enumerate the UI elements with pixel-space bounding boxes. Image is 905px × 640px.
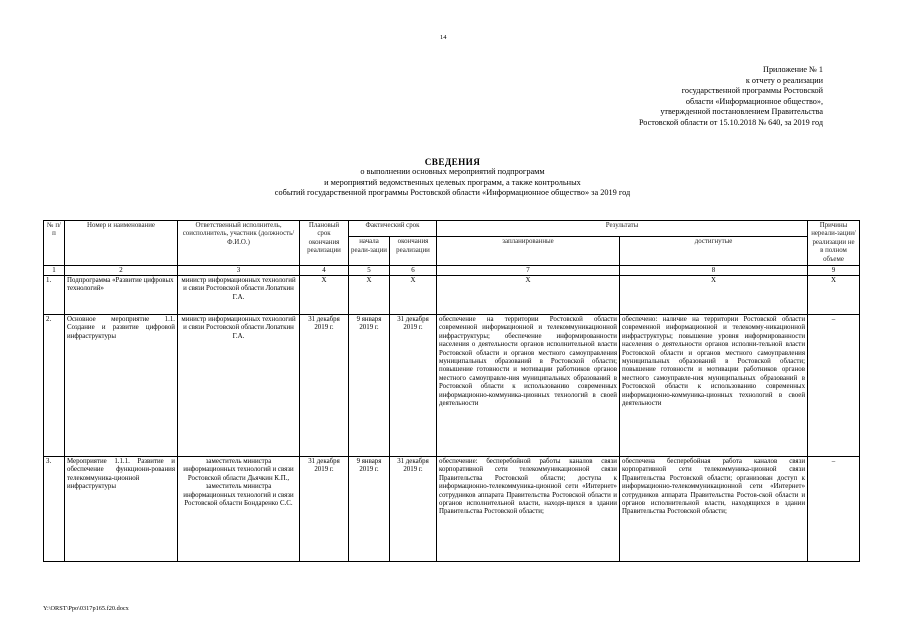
col-number: 8 <box>620 266 808 276</box>
header-responsible: Ответственный исполнитель, соисполнитель, участник (должность/Ф.И.О.) <box>178 221 300 266</box>
header-planned: запланированные <box>437 237 620 266</box>
row-plan-deadline: 31 декабря 2019 г. <box>300 315 349 457</box>
title-line: и мероприятий ведомственных целевых программ, а также контрольных <box>324 177 581 187</box>
col-number: 3 <box>178 266 300 276</box>
row-planned: X <box>437 276 620 315</box>
row-actual-end: 31 декабря 2019 г. <box>390 315 437 457</box>
appendix-line: Ростовской области от 15.10.2018 № 640, за 2019 год <box>638 117 823 127</box>
header-plan-deadline: Плановый срок окончания реализации <box>300 221 349 266</box>
header-actual-term: Фактический срок <box>349 221 437 237</box>
row-num: 3. <box>44 457 65 562</box>
row-achieved: X <box>620 276 808 315</box>
row-name: Мероприятие 1.1.1. Развитие и обеспечение функциони-рования телекоммуника-ционной инфраструктуры <box>65 457 178 562</box>
header-row <box>44 221 860 237</box>
table-row <box>44 276 860 315</box>
row-num: 2. <box>44 315 65 457</box>
appendix-line: области «Информационное общество», <box>685 96 823 106</box>
row-name: Основное мероприятие 1.1. Создание и развитие цифровой инфраструктуры <box>65 315 178 457</box>
appendix-line: государственной программы Ростовской <box>681 86 823 96</box>
row-actual-start: X <box>349 276 390 315</box>
appendix-block <box>503 65 823 129</box>
col-number: 1 <box>44 266 65 276</box>
row-achieved: обеспечена бесперебойная работа каналов связи корпоративной сети телекоммуника-ционной связи Правительства Ростовской области; организован доступ к информационно-телекоммуникационной сети «Интернет» сотрудников аппарата Правительства Ростов-ской области и органов исполнительной власти, находящихся в здании Правительства Ростовской области; <box>620 457 808 562</box>
title-heading: СВЕДЕНИЯ <box>424 157 481 167</box>
row-reasons: – <box>808 457 860 562</box>
row-reasons: – <box>808 315 860 457</box>
table-row <box>44 315 860 457</box>
row-actual-start: 9 января 2019 г. <box>349 315 390 457</box>
row-num: 1. <box>44 276 65 315</box>
row-name: Подпрограмма «Развитие цифровых технологий» <box>65 276 178 315</box>
row-reasons: X <box>808 276 860 315</box>
row-planned: обеспечение на территории Ростовской области современной информационной и телекоммуникационной инфраструктуры; обеспечение информированности населения о деятельности органов исполнительной власти Ростовской области и органов местного самоуправления муниципальных образований в Ростовской области; повышение готовности и мотивации работников органов местного самоуправле-ния муниципальных образований в Ростовской области к использованию современных информационно-коммуника-ционных технологий в своей деятельности <box>437 315 620 457</box>
appendix-line: к отчету о реализации <box>745 75 823 85</box>
header-results: Результаты <box>437 221 808 237</box>
row-actual-start: 9 января 2019 г. <box>349 457 390 562</box>
title-line: событий государственной программы Ростовской области «Информационное общество» за 2019 год <box>274 188 631 198</box>
column-numbers-row <box>44 266 860 276</box>
footer-file-path: Y:\ORST\Ppo\0317p165.f20.docx <box>43 605 129 612</box>
row-planned: обеспечение: бесперебойной работы каналов связи корпоративной сети телекоммуникационной связи Правительства Ростовской области; доступа к информационно-телекоммуника-ционной сети «Интернет» сотрудников аппарата Правительства Ростовской области и органов исполнительной власти, находя-щихся в здании Правительства Ростовской области; <box>437 457 620 562</box>
row-responsible: министр информационных технологий и связи Ростовской области Лопаткин Г.А. <box>178 276 300 315</box>
row-plan-deadline: X <box>300 276 349 315</box>
row-actual-end: X <box>390 276 437 315</box>
header-actual-start: начала реали-зации <box>349 237 390 266</box>
document-title <box>0 157 905 199</box>
title-line: о выполнении основных мероприятий подпрограмм <box>360 167 545 177</box>
header-achieved: достигнутые <box>620 237 808 266</box>
table-row <box>44 457 860 562</box>
col-number: 7 <box>437 266 620 276</box>
col-number: 2 <box>65 266 178 276</box>
col-number: 6 <box>390 266 437 276</box>
appendix-line: утвержденной постановлением Правительства <box>660 107 823 117</box>
col-number: 5 <box>349 266 390 276</box>
header-actual-end: окончания реализации <box>390 237 437 266</box>
header-num: № п/п <box>44 221 65 266</box>
row-responsible: министр информационных технологий и связи Ростовской области Лопаткин Г.А. <box>178 315 300 457</box>
row-actual-end: 31 декабря 2019 г. <box>390 457 437 562</box>
row-achieved: обеспечено: наличие на территории Ростовской области современной информационной и телекомму-никационной инфраструктуры; повышение уровня информированности населения о деятельности органов исполни-тельной власти Ростовской области и органов местного самоуправления муниципальных образований в Ростовской области; повышение готовности и мотивации работников органов местного самоуправле-ния муниципальных образований в Ростовской области к использованию современных информационно-коммуника-ционных технологий в своей деятельности <box>620 315 808 457</box>
page-number: 14 <box>440 34 447 41</box>
header-name: Номер и наименование <box>65 221 178 266</box>
appendix-line: Приложение № 1 <box>763 65 823 74</box>
row-responsible: заместитель министра информационных технологий и связи Ростовской области Дьячкин К.П., заместитель министра информационных технологий и связи Ростовской области Бондаренко С.С. <box>178 457 300 562</box>
header-reasons: Причины нереали-зации/ реализации не в полном объеме <box>808 221 860 266</box>
col-number: 4 <box>300 266 349 276</box>
results-table <box>43 220 860 562</box>
row-plan-deadline: 31 декабря 2019 г. <box>300 457 349 562</box>
col-number: 9 <box>808 266 860 276</box>
